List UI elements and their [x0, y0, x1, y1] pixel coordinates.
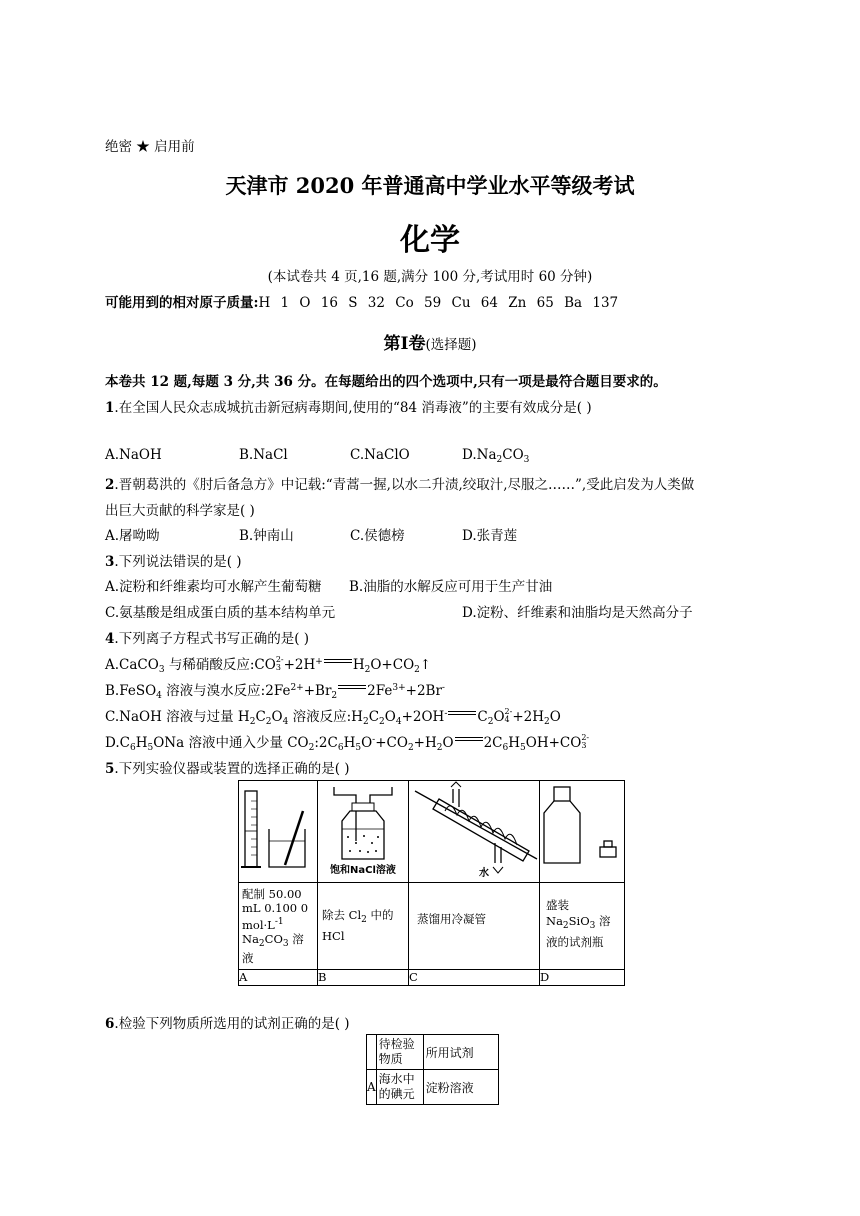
- q2-stem-line1: 2.晋朝葛洪的《肘后备急方》中记载:“青蒿一握,以水二升渍,绞取汁,尽服之……”,受此启发为人类做: [105, 477, 695, 493]
- figure-d-reagent-bottle: [540, 781, 625, 883]
- q5-desc-d: 盛装 $Na_2SiO_3$ 溶 液的试剂瓶: [540, 883, 625, 970]
- q3-option-a: A.淀粉和纤维素均可水解产生葡萄糖: [105, 579, 322, 595]
- q4-option-c: C.NaOH 溶液与过量 $H_2C_2O_4$ 溶液反应$:H_2C_2O_4+2OH^-$ $C_2O$ 2- 4 $+2H_2O$: [105, 707, 561, 727]
- q5-desc-c: 蒸馏用冷凝管: [409, 883, 540, 970]
- atomic-masses: 可能用到的相对原子质量:H 1 O 16 S 32 Co 59 Cu 64 Zn 65 Ba 137: [105, 295, 619, 311]
- q5-desc-b: 除去 $Cl_2$ 中的 HCl: [318, 883, 409, 970]
- q3-option-b: B.油脂的水解反应可用于生产甘油: [349, 579, 553, 595]
- q1-option-c: C.NaClO: [350, 447, 410, 463]
- q6-table: [366, 1034, 499, 1105]
- q5-letter-a: A: [239, 970, 318, 986]
- q1-option-a: A.NaOH: [105, 447, 162, 463]
- figure-c-condenser: [409, 781, 540, 883]
- figure-b-label: 饱和NaCl溶液: [330, 865, 396, 876]
- figure-a-cylinder-beaker: [239, 781, 318, 883]
- q5-apparatus-table: [238, 780, 625, 986]
- q6-row-a-reagent: 淀粉溶液: [423, 1070, 498, 1105]
- q1-stem: 1.在全国人民众志成城抗击新冠病毒期间,使用的“84 消毒液”的主要有效成分是( ): [105, 400, 592, 416]
- q3-option-c: C.氨基酸是组成蛋白质的基本结构单元: [105, 605, 336, 621]
- q2-option-b: B.钟南山: [239, 528, 294, 544]
- q4-stem: 4.下列离子方程式书写正确的是( ): [105, 631, 310, 647]
- q5-letter-d: D: [540, 970, 625, 986]
- q2-option-c: C.侯德榜: [350, 528, 405, 544]
- q3-stem: 3.下列说法错误的是( ): [105, 554, 242, 570]
- q2-option-a: A.屠呦呦: [105, 528, 160, 544]
- exam-note: (本试卷共 4 页,16 题,满分 100 分,考试用时 60 分钟): [267, 269, 593, 285]
- q5-letter-c: C: [409, 970, 540, 986]
- figure-b-gas-washing-bottle: [318, 781, 409, 883]
- q4-option-b: B.FeSO$_4$ 溶液与溴水反应$:2Fe^{2+}+Br_2$ $2Fe^{3+}+2Br^-$: [105, 683, 445, 701]
- instructions: 本卷共 12 题,每题 3 分,共 36 分。在每题给出的四个选项中,只有一项是最符合题目要求的。: [105, 374, 667, 390]
- q4-option-a: A.CaCO$_3$ 与稀硝酸反应:CO 2- 3 +2H+ $H_2O+CO_2↑$: [105, 655, 432, 675]
- figure-c-label: 水: [479, 868, 489, 879]
- q3-option-d: D.淀粉、纤维素和油脂均是天然高分子: [462, 605, 693, 621]
- q6-header-blank: [367, 1035, 377, 1070]
- q4-option-d: $D.C_6H_5ONa$ 溶液中通入少量 $CO_2:2C_6H_5O^-+CO_2+H_2O$ $2C_6H_5OH+CO$ 2- 3: [105, 733, 590, 753]
- q6-row-a-letter: A: [367, 1070, 377, 1105]
- q1-option-d: $D.Na_2CO_3$: [462, 447, 530, 465]
- section-title: 第Ⅰ卷(选择题): [383, 334, 477, 354]
- exam-title: 天津市 2020 年普通高中学业水平等级考试: [225, 173, 635, 198]
- q5-stem: 5.下列实验仪器或装置的选择正确的是( ): [105, 761, 350, 777]
- q2-option-d: D.张青莲: [462, 528, 518, 544]
- q5-desc-a: 配制 50.00 mL 0.100 0 $mol\cdot L^{-1}$ $Na_2CO_3$ 溶 液: [239, 883, 318, 970]
- secret-label: 绝密 ★ 启用前: [105, 139, 195, 155]
- q1-option-b: B.NaCl: [239, 447, 288, 463]
- subject-title: 化学: [400, 223, 460, 258]
- q6-header-substance: 待检验 物质: [376, 1035, 423, 1070]
- q6-row-a-substance: 海水中 的碘元: [376, 1070, 423, 1105]
- q2-stem-line2: 出巨大贡献的科学家是( ): [105, 503, 255, 519]
- q6-header-reagent: 所用试剂: [423, 1035, 498, 1070]
- q5-letter-b: B: [318, 970, 409, 986]
- q6-stem: 6.检验下列物质所选用的试剂正确的是( ): [105, 1016, 350, 1032]
